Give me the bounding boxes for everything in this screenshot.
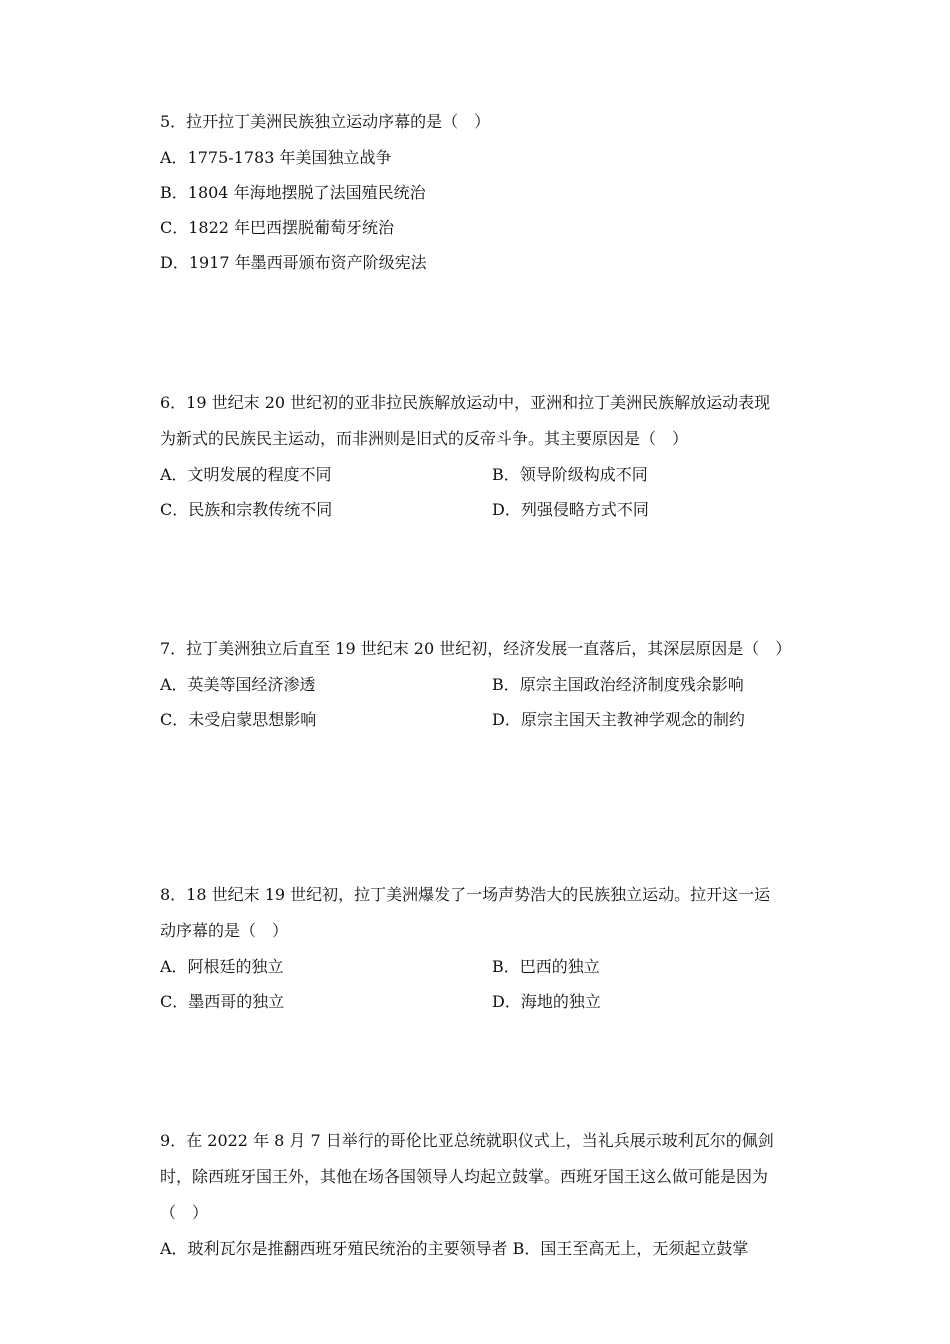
question-8: [160, 877, 785, 1019]
option-c: C．1822 年巴西摆脱葡萄牙统治: [160, 218, 395, 237]
question-6: [160, 385, 785, 527]
question-7: [160, 631, 792, 737]
option-row: [160, 457, 785, 492]
question-stem: 6．19 世纪末 20 世纪初的亚非拉民族解放运动中，亚洲和拉丁美洲民族解放运动表现为新式的民族民主运动，而非洲则是旧式的反帝斗争。其主要原因是（ ）: [160, 393, 771, 448]
option-row: [160, 492, 785, 527]
option-d: D．海地的独立: [492, 992, 601, 1011]
option-b: B．1804 年海地摆脱了法国殖民统治: [160, 183, 426, 202]
option-b: B．巴西的独立: [492, 957, 600, 976]
question-stem: 7．拉丁美洲独立后直至 19 世纪末 20 世纪初，经济发展一直落后，其深层原因是（ ）: [160, 639, 792, 658]
option-d: D．1917 年墨西哥颁布资产阶级宪法: [160, 253, 427, 272]
option-a: A．文明发展的程度不同: [160, 465, 332, 484]
option-b: B．原宗主国政治经济制度残余影响: [492, 675, 744, 694]
option-d: D．列强侵略方式不同: [492, 500, 649, 519]
question-9: [160, 1123, 785, 1266]
option-c: C．墨西哥的独立: [160, 992, 285, 1011]
question-stem: 9．在 2022 年 8 月 7 日举行的哥伦比亚总统就职仪式上，当礼兵展示玻利瓦尔的佩剑时，除西班牙国王外，其他在场各国领导人均起立鼓掌。西班牙国王这么做可能是因为（ ）: [160, 1131, 774, 1222]
question-stem: 5．拉开拉丁美洲民族独立运动序幕的是（ ）: [160, 112, 491, 131]
question-stem: 8．18 世纪末 19 世纪初，拉丁美洲爆发了一场声势浩大的民族独立运动。拉开这一运动序幕的是（ ）: [160, 885, 771, 940]
option-a: A．英美等国经济渗透: [160, 675, 316, 694]
option-row: [160, 949, 785, 984]
option-c: C．未受启蒙思想影响: [160, 710, 317, 729]
option-b: B．领导阶级构成不同: [492, 465, 648, 484]
option-a-b: A．玻利瓦尔是推翻西班牙殖民统治的主要领导者 B．国王至高无上，无须起立鼓掌: [160, 1239, 749, 1258]
question-5: [160, 104, 785, 280]
option-row: [160, 667, 785, 702]
option-c: C．民族和宗教传统不同: [160, 500, 333, 519]
option-d: D．原宗主国天主教神学观念的制约: [492, 710, 745, 729]
option-row: [160, 702, 785, 737]
option-row: [160, 984, 785, 1019]
option-a: A．1775-1783 年美国独立战争: [160, 148, 392, 167]
option-a: A．阿根廷的独立: [160, 957, 284, 976]
